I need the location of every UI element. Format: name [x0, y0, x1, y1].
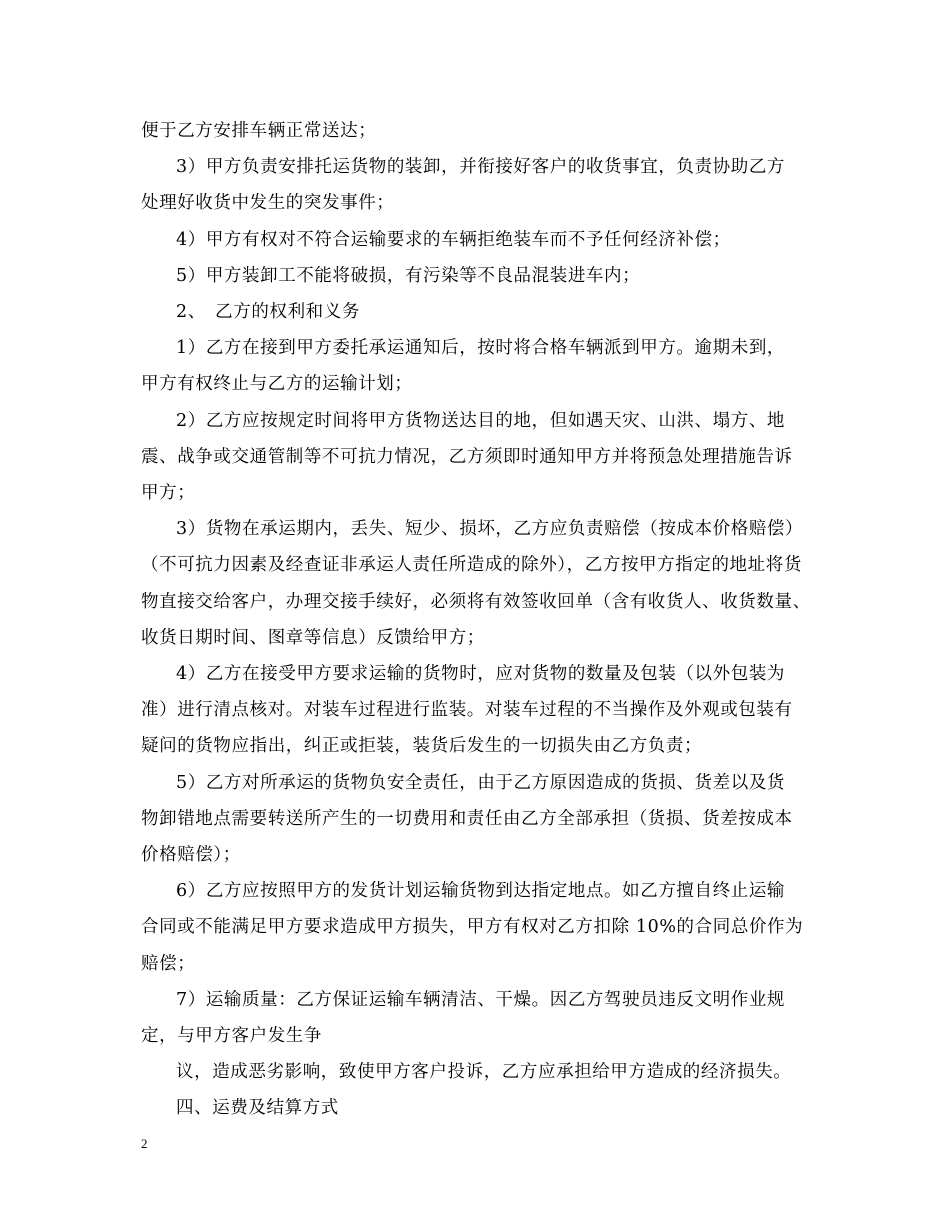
text-line: 3）甲方负责安排托运货物的装卸，并衔接好客户的收货事宜，负责协助乙方 — [176, 157, 786, 178]
text-line: 合同或不能满足甲方要求造成甲方损失，甲方有权对乙方扣除 10%的合同总价作为 — [141, 917, 804, 938]
text-line: 3）货物在承运期内，丢失、短少、损坏，乙方应负责赔偿（按成本价格赔偿） — [176, 519, 804, 540]
text-line: 6）乙方应按照甲方的发货计划运输货物到达指定地点。如乙方擅自终止运输 — [176, 881, 786, 902]
text-line: （不可抗力因素及经查证非承运人责任所造成的除外），乙方按甲方指定的地址将货 — [141, 555, 802, 576]
text-line: 5）甲方装卸工不能将破损，有污染等不良品混装进车内； — [176, 265, 641, 286]
text-line: 疑问的货物应指出，纠正或拒装，装货后发生的一切损失由乙方负责； — [141, 736, 703, 757]
text-line: 7）运输质量：乙方保证运输车辆清洁、干燥。因乙方驾驶员违反文明作业规 — [176, 989, 786, 1010]
text-line: 1）乙方在接到甲方委托承运通知后，按时将合格车辆派到甲方。逾期未到， — [176, 338, 786, 359]
section-heading: 四、运费及结算方式 — [176, 1098, 339, 1119]
text-line: 议，造成恶劣影响，致使甲方客户投诉，乙方应承担给甲方造成的经济损失。 — [176, 1062, 792, 1083]
text-line: 赔偿； — [141, 953, 196, 974]
text-line: 便于乙方安排车辆正常送达； — [141, 121, 377, 141]
text-line: 4）乙方在接受甲方要求运输的货物时，应对货物的数量及包装（以外包装为 — [176, 664, 786, 685]
text-line: 物直接交给客户，办理交接手续好，必须将有效签收回单（含有收货人、收货数量、 — [141, 591, 811, 612]
section-heading: 2、 乙方的权利和义务 — [176, 302, 360, 323]
page-number: 2 — [141, 1136, 148, 1151]
text-line: 收货日期时间、图章等信息）反馈给甲方； — [141, 627, 485, 648]
text-line: 定，与甲方客户发生争 — [141, 1026, 322, 1047]
text-line: 准）进行清点核对。对装车过程进行监装。对装车过程的不当操作及外观或包装有 — [141, 700, 793, 721]
document-body — [141, 113, 817, 1127]
text-line: 震、战争或交通管制等不可抗力情况，乙方须即时通知甲方并将预急处理措施告诉 — [141, 446, 793, 467]
text-line: 物卸错地点需要转送所产生的一切费用和责任由乙方全部承担（货损、货差按成本 — [141, 808, 793, 829]
text-line: 5）乙方对所承运的货物负安全责任，由于乙方原因造成的货损、货差以及货 — [176, 772, 786, 793]
text-line: 甲方； — [141, 483, 196, 504]
text-line: 价格赔偿）； — [141, 845, 241, 866]
text-line: 处理好收货中发生的突发事件； — [141, 193, 395, 214]
text-line: 甲方有权终止与乙方的运输计划； — [141, 374, 413, 395]
text-line: 2）乙方应按规定时间将甲方货物送达目的地，但如遇天灾、山洪、塌方、地 — [176, 410, 786, 431]
text-line: 4）甲方有权对不符合运输要求的车辆拒绝装车而不予任何经济补偿； — [176, 229, 731, 250]
